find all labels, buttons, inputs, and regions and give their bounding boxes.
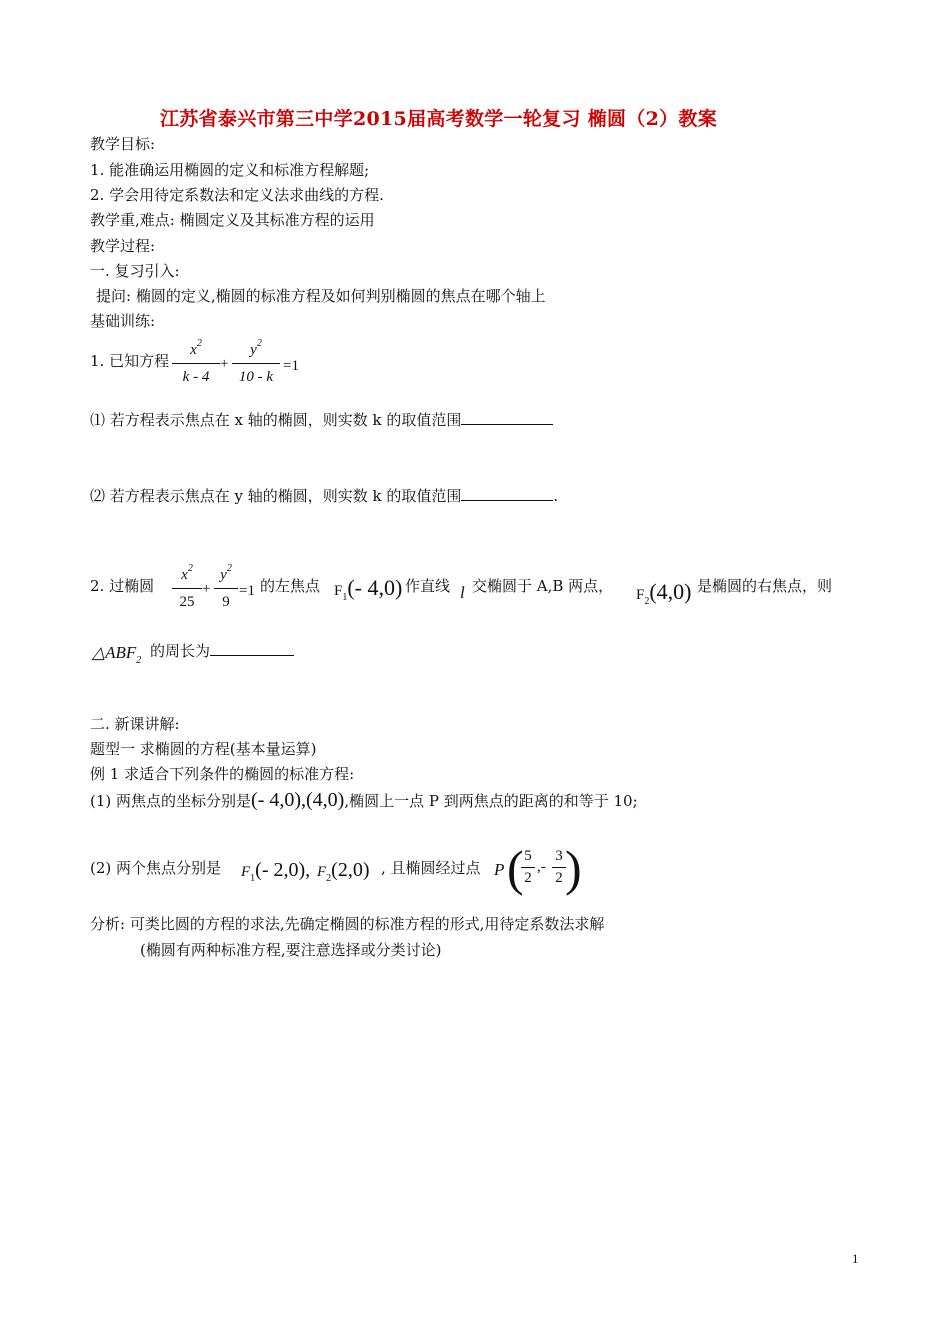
q2-triangle: $\triangle ABF_2$ [92, 643, 142, 666]
q1-part1-blank[interactable] [461, 410, 553, 425]
q1-part1: ⑴ 若方程表示焦点在 x 轴的椭圆，则实数 k 的取值范围 [90, 409, 553, 430]
q1-rhs: =1 [283, 358, 299, 374]
example1-point-p: P [494, 860, 505, 879]
q1-part2-blank[interactable] [461, 486, 553, 501]
analysis: 分析: 可类比圆的方程的求法,先确定椭圆的标准方程的形式,用待定系数法求解 [90, 915, 605, 933]
q2-text-1: 的左焦点 [260, 577, 321, 595]
objectives-heading: 教学目标: [90, 135, 156, 153]
review-heading: 一. 复习引入: [90, 262, 180, 280]
q1-fraction-y: $y^2$ 10 - k [232, 343, 280, 385]
left-paren: ( [507, 840, 524, 896]
new-lesson-heading: 二. 新课讲解: [90, 715, 180, 733]
q2-fraction-x: $x^2$ 25 [172, 568, 202, 610]
coord-fraction-2: 3 2 [552, 849, 566, 886]
q2-text-5: 的周长为 [150, 640, 294, 661]
example1-part2-text: , 且椭圆经过点 [381, 859, 481, 877]
q2-blank[interactable] [210, 641, 294, 656]
type1-heading: 题型一 求椭圆的方程(基本量运算) [90, 740, 317, 758]
example1-part2-prefix: (2) 两个焦点分别是 [90, 859, 222, 877]
example1-part1: (1) 两焦点的坐标分别是(- 4,0),(4,0),椭圆上一点 P 到两焦点的距离的和等于 10; [90, 789, 638, 811]
q1-prefix: 1. 已知方程 [90, 352, 170, 370]
example1-point-coords [507, 840, 582, 896]
q1-part2: ⑵ 若方程表示焦点在 y 轴的椭圆，则实数 k 的取值范围 . [90, 487, 559, 505]
q2-f1: $F_1(-$ 4,0) [334, 575, 403, 603]
q2-plus: + [202, 581, 211, 597]
q2-text-4: 是椭圆的右焦点，则 [697, 577, 833, 595]
process-heading: 教学过程: [90, 237, 156, 255]
example1-heading: 例 1 求适合下列条件的椭圆的标准方程: [90, 765, 355, 783]
q2-f2: $F_2(4,0)$ [636, 579, 692, 607]
coord-separator: ,- [537, 859, 546, 875]
objective-1: 1. 能准确运用椭圆的定义和标准方程解题; [90, 161, 370, 179]
right-paren: ) [565, 840, 582, 896]
coord-fraction-1: 5 2 [521, 849, 535, 886]
example1-part2-f1: $F_1(-$ 2,0), [241, 859, 311, 884]
q2-line-l: l [460, 583, 465, 602]
q1-plus: + [220, 356, 229, 372]
q2-text-2: 作直线 [405, 577, 451, 595]
objective-2: 2. 学会用待定系数法和定义法求曲线的方程. [90, 186, 384, 204]
review-question: 提问: 椭圆的定义,椭圆的标准方程及如何判别椭圆的焦点在哪个轴上 [96, 287, 546, 305]
page-number: 1 [852, 1251, 859, 1266]
key-points: 教学重,难点: 椭圆定义及其标准方程的运用 [90, 211, 375, 229]
basic-training-heading: 基础训练: [90, 312, 156, 330]
q2-text-3: 交椭圆于 A,B 两点， [472, 577, 614, 595]
q2-prefix: 2. 过椭圆 [90, 577, 155, 595]
page-title: 江苏省泰兴市第三中学2015届高考数学一轮复习 椭圆（2）教案 [160, 108, 718, 130]
analysis-note: (椭圆有两种标准方程,要注意选择或分类讨论) [140, 941, 442, 959]
q2-fraction-y: $y^2$ 9 [214, 568, 238, 610]
q2-rhs: =1 [239, 583, 255, 599]
example1-part2-f2: $F_2(2,0)$ [317, 859, 370, 884]
q1-fraction-x: $x^2$ k - 4 [172, 343, 220, 385]
